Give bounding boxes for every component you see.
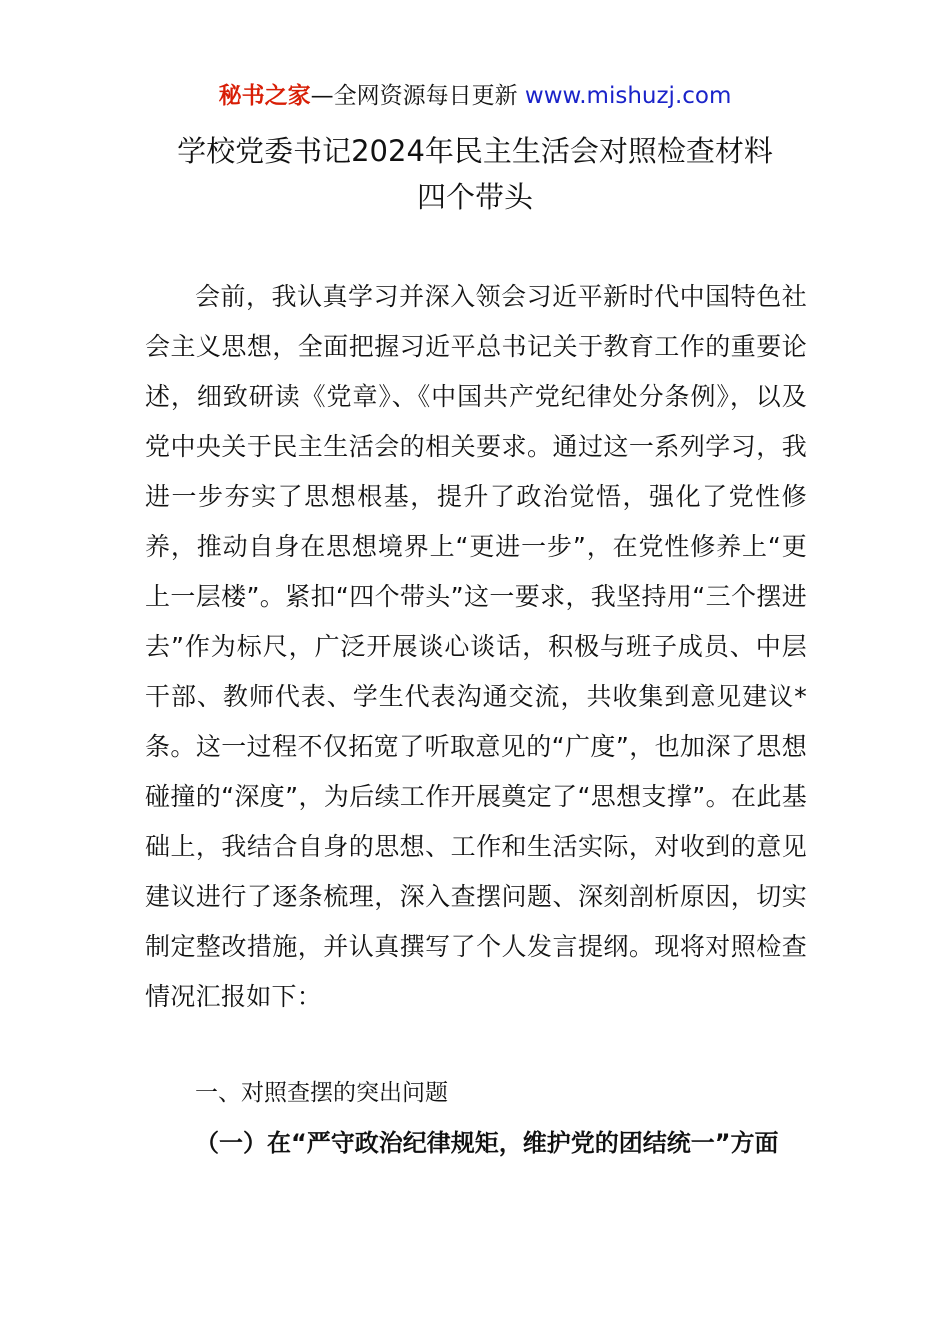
- brand-name: 秘书之家: [218, 83, 311, 109]
- subsection-heading: （一）在“严守政治纪律规矩，维护党的团结统一”方面: [195, 1129, 779, 1157]
- title-line-1: 学校党委书记2024年民主生活会对照检查材料: [177, 134, 773, 168]
- site-url-link[interactable]: www.mishuzj.com: [524, 83, 732, 109]
- intro-paragraph: 会前，我认真学习并深入领会习近平新时代中国特色社会主义思想，全面把握习近平总书记关于教育工作的重要论述，细致研读《党章》、《中国共产党纪律处分条例》，以及党中央关于民主生活会的相关要求。通过这一系列学习，我进一步夯实了思想根基，提升了政治觉悟，强化了党性修养，推动自身在思想境界上“更进一步”，在党性修养上“更上一层楼”。紧扣“四个带头”这一要求，我坚持用“三个摆进去”作为标尺，广泛开展谈心谈话，积极与班子成员、中层干部、教师代表、学生代表沟通交流，共收集到意见建议*条。这一过程不仅拓宽了听取意见的“广度”，也加深了思想碰撞的“深度”，为后续工作开展奠定了“思想支撑”。在此基础上，我结合自身的思想、工作和生活实际，对收到的意见建议进行了逐条梳理，深入查摆问题、深刻剖析原因，切实制定整改措施，并认真撰写了个人发言提纲。现将对照检查情况汇报如下：: [145, 282, 807, 1011]
- title-line-2: 四个带头: [416, 180, 533, 214]
- document-title: [0, 128, 950, 220]
- site-header: [0, 80, 950, 112]
- header-tagline: —全网资源每日更新: [310, 83, 525, 109]
- section-heading: 一、对照查摆的突出问题: [195, 1080, 448, 1106]
